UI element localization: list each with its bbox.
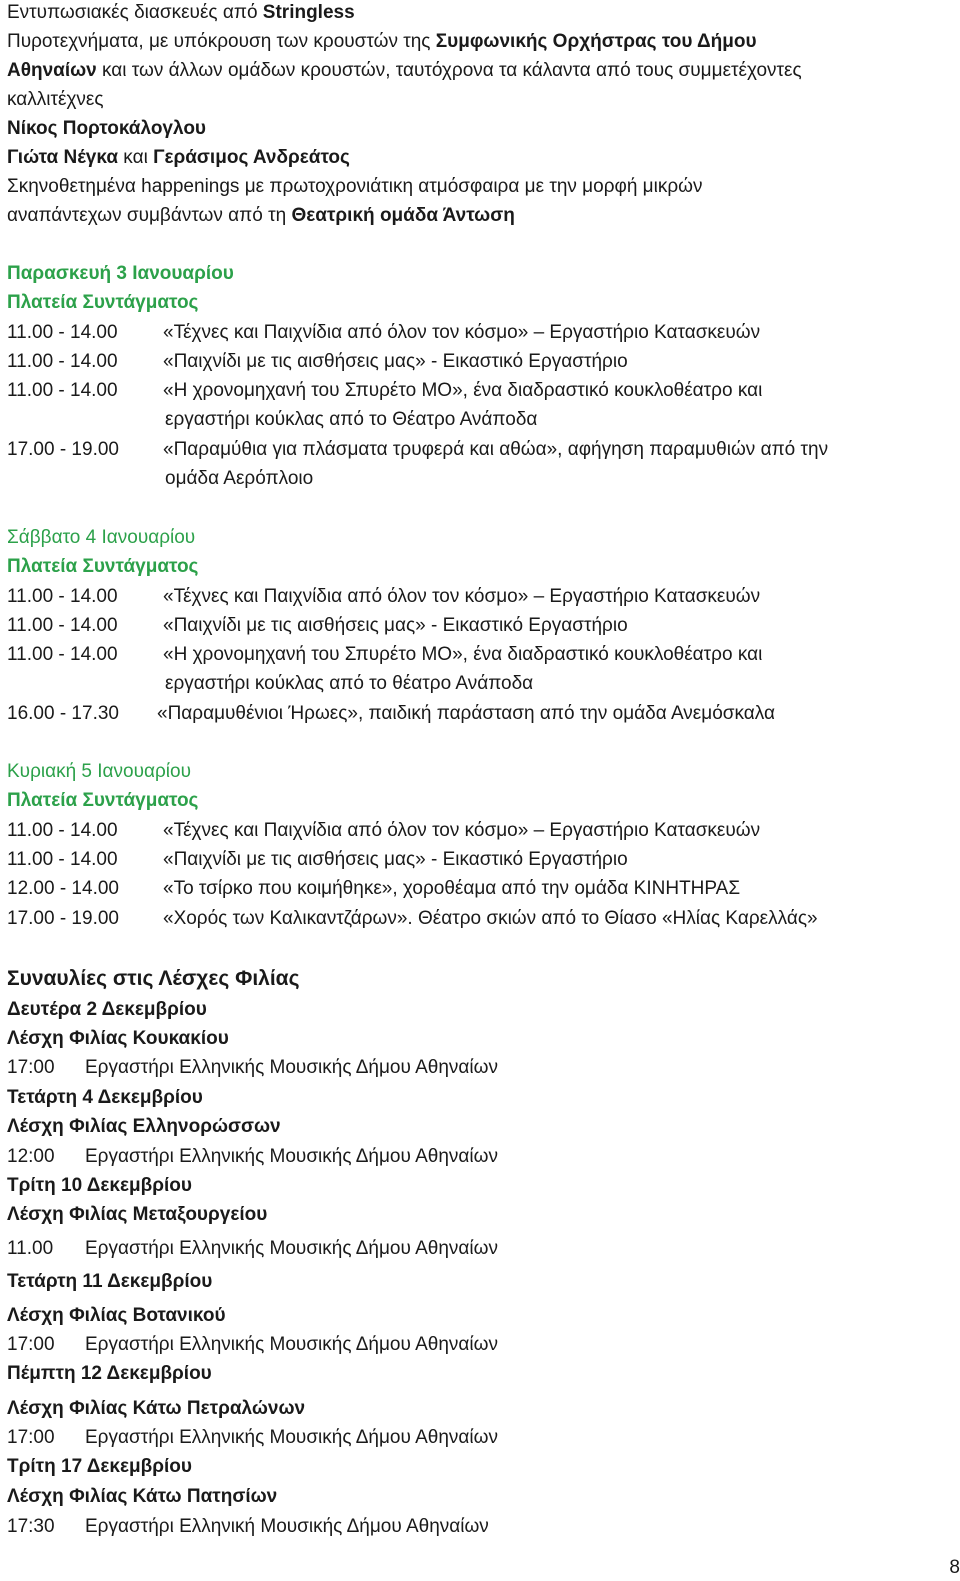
- concerts-heading: Συναυλίες στις Λέσχες Φιλίας: [7, 967, 300, 990]
- event-text: «Η χρονομηχανή του Σπυρέτο ΜΟ», ένα διαδραστικό κουκλοθέατρο και: [163, 644, 763, 665]
- intro-line-8: [7, 203, 515, 229]
- intro-line-3: [7, 58, 802, 84]
- day-title: Παρασκευή 3 Ιανουαρίου: [7, 263, 234, 284]
- concert-date: Τετάρτη 11 Δεκεμβρίου: [7, 1271, 213, 1292]
- venue-title: Πλατεία Συντάγματος: [7, 556, 199, 577]
- artist-name: Νίκος Πορτοκάλογλου: [7, 118, 206, 139]
- intro-line-4: καλλιτέχνες: [7, 89, 104, 110]
- intro-text: Πυροτεχνήματα, με υπόκρουση των κρουστών της: [7, 31, 436, 52]
- event-time: 11.00 - 14.00: [7, 322, 118, 343]
- event-time: 11.00 - 14.00: [7, 351, 118, 372]
- schedule-row: [7, 378, 762, 404]
- club-name: Λέσχη Φιλίας Βοτανικού: [7, 1305, 226, 1326]
- venue-title: Πλατεία Συντάγματος: [7, 790, 199, 811]
- concert-text: Εργαστήρι Ελληνική Μουσικής Δήμου Αθηναίων: [85, 1516, 489, 1537]
- event-text: «Η χρονομηχανή του Σπυρέτο ΜΟ», ένα διαδραστικό κουκλοθέατρο και: [163, 380, 763, 401]
- schedule-row: [7, 847, 628, 873]
- concert-time: 12:00: [7, 1146, 55, 1167]
- event-text: «Παραμύθια για πλάσματα τρυφερά και αθώα», αφήγηση παραμυθιών από την: [163, 439, 829, 460]
- event-text-continued: ομάδα Αερόπλοιο: [165, 468, 314, 489]
- event-text: «Παιχνίδι με τις αισθήσεις μας» - Εικαστικό Εργαστήριο: [163, 849, 628, 870]
- artist-name: Γεράσιμος Ανδρεάτος: [153, 147, 350, 168]
- event-text: «Παιχνίδι με τις αισθήσεις μας» - Εικαστικό Εργαστήριο: [163, 351, 628, 372]
- schedule-row: [7, 642, 762, 668]
- concert-date: Τρίτη 17 Δεκεμβρίου: [7, 1456, 192, 1477]
- event-text: «Το τσίρκο που κοιμήθηκε», χοροθέαμα από την ομάδα ΚΙΝΗΤΗΡΑΣ: [163, 878, 741, 899]
- event-text: «Παραμυθένιοι Ήρωες», παιδική παράσταση από την ομάδα Ανεμόσκαλα: [157, 703, 775, 724]
- concert-date: Δευτέρα 2 Δεκεμβρίου: [7, 999, 207, 1020]
- club-name: Λέσχη Φιλίας Κάτω Πατησίων: [7, 1486, 278, 1507]
- event-text: «Τέχνες και Παιχνίδια από όλον τον κόσμο» – Εργαστήριο Κατασκευών: [163, 322, 761, 343]
- event-time: 12.00 - 14.00: [7, 878, 119, 899]
- event-time: 11.00 - 14.00: [7, 586, 118, 607]
- intro-line-2: [7, 29, 757, 55]
- event-text: «Τέχνες και Παιχνίδια από όλον τον κόσμο» – Εργαστήριο Κατασκευών: [163, 820, 761, 841]
- intro-line-7: Σκηνοθετημένα happenings με πρωτοχρονιάτικη ατμόσφαιρα με την μορφή μικρών: [7, 176, 703, 197]
- event-text: «Χορός των Καλικαντζάρων». Θέατρο σκιών από το Θίασο «Ηλίας Καρελλάς»: [163, 908, 818, 929]
- concert-time: 11.00: [7, 1238, 54, 1259]
- concert-row: [7, 1144, 498, 1170]
- schedule-row: [7, 906, 818, 932]
- event-time: 16.00 - 17.30: [7, 703, 119, 724]
- schedule-row: [7, 349, 628, 375]
- concert-time: 17:00: [7, 1057, 55, 1078]
- event-text: «Τέχνες και Παιχνίδια από όλον τον κόσμο» – Εργαστήριο Κατασκευών: [163, 586, 761, 607]
- schedule-row: [7, 437, 828, 463]
- intro-text: αναπάντεχων συμβάντων από τη: [7, 205, 292, 226]
- intro-text: Εντυπωσιακές διασκευές από: [7, 2, 263, 23]
- concert-date: Πέμπτη 12 Δεκεμβρίου: [7, 1363, 212, 1384]
- intro-line-6: [7, 145, 350, 171]
- club-name: Λέσχη Φιλίας Κουκακίου: [7, 1028, 229, 1049]
- event-time: 11.00 - 14.00: [7, 849, 118, 870]
- concert-row: [7, 1055, 498, 1081]
- concert-time: 17:00: [7, 1427, 55, 1448]
- event-text-continued: εργαστήρι κούκλας από το Θέατρο Ανάποδα: [165, 409, 538, 430]
- artist-name: Stringless: [262, 2, 355, 23]
- concert-time: 17:30: [7, 1516, 55, 1537]
- event-time: 11.00 - 14.00: [7, 380, 118, 401]
- schedule-row: [7, 584, 760, 610]
- event-time: 11.00 - 14.00: [7, 820, 118, 841]
- schedule-row: [7, 876, 740, 902]
- club-name: Λέσχη Φιλίας Μεταξουργείου: [7, 1204, 268, 1225]
- intro-text: και των άλλων ομάδων κρουστών, ταυτόχρονα τα κάλαντα από τους συμμετέχοντες: [96, 60, 802, 81]
- concert-date: Τρίτη 10 Δεκεμβρίου: [7, 1175, 192, 1196]
- event-time: 11.00 - 14.00: [7, 615, 118, 636]
- schedule-row: [7, 320, 760, 346]
- event-text-continued: εργαστήρι κούκλας από το θέατρο Ανάποδα: [165, 673, 534, 694]
- event-text: «Παιχνίδι με τις αισθήσεις μας» - Εικαστικό Εργαστήριο: [163, 615, 628, 636]
- schedule-row: [7, 818, 760, 844]
- concert-row: [7, 1514, 489, 1540]
- concert-text: Εργαστήρι Ελληνικής Μουσικής Δήμου Αθηναίων: [85, 1238, 498, 1259]
- artist-name: Γιώτα Νέγκα: [7, 147, 119, 168]
- intro-text: και: [118, 147, 154, 168]
- club-name: Λέσχη Φιλίας Κάτω Πετραλώνων: [7, 1398, 306, 1419]
- concert-text: Εργαστήρι Ελληνικής Μουσικής Δήμου Αθηναίων: [85, 1146, 498, 1167]
- concert-date: Τετάρτη 4 Δεκεμβρίου: [7, 1087, 203, 1108]
- schedule-row: [7, 701, 775, 727]
- concert-time: 17:00: [7, 1334, 55, 1355]
- intro-line-1: [7, 0, 355, 26]
- day-title: Κυριακή 5 Ιανουαρίου: [7, 761, 191, 782]
- concert-text: Εργαστήρι Ελληνικής Μουσικής Δήμου Αθηναίων: [85, 1057, 498, 1078]
- orchestra-name: Συμφωνικής Ορχήστρας του Δήμου: [435, 31, 757, 52]
- event-time: 17.00 - 19.00: [7, 439, 119, 460]
- venue-title: Πλατεία Συντάγματος: [7, 292, 199, 313]
- theater-group-name: Θεατρική ομάδα Άντωση: [291, 205, 515, 226]
- concert-row: [7, 1236, 498, 1262]
- day-title: Σάββατο 4 Ιανουαρίου: [7, 527, 196, 548]
- concert-row: [7, 1332, 498, 1358]
- page-number: 8: [949, 1557, 960, 1578]
- concert-text: Εργαστήρι Ελληνικής Μουσικής Δήμου Αθηναίων: [85, 1334, 498, 1355]
- orchestra-name: Αθηναίων: [7, 60, 97, 81]
- schedule-row: [7, 613, 628, 639]
- club-name: Λέσχη Φιλίας Ελληνορώσσων: [7, 1116, 281, 1137]
- event-time: 17.00 - 19.00: [7, 908, 119, 929]
- concert-row: [7, 1425, 498, 1451]
- concert-text: Εργαστήρι Ελληνικής Μουσικής Δήμου Αθηναίων: [85, 1427, 498, 1448]
- event-time: 11.00 - 14.00: [7, 644, 118, 665]
